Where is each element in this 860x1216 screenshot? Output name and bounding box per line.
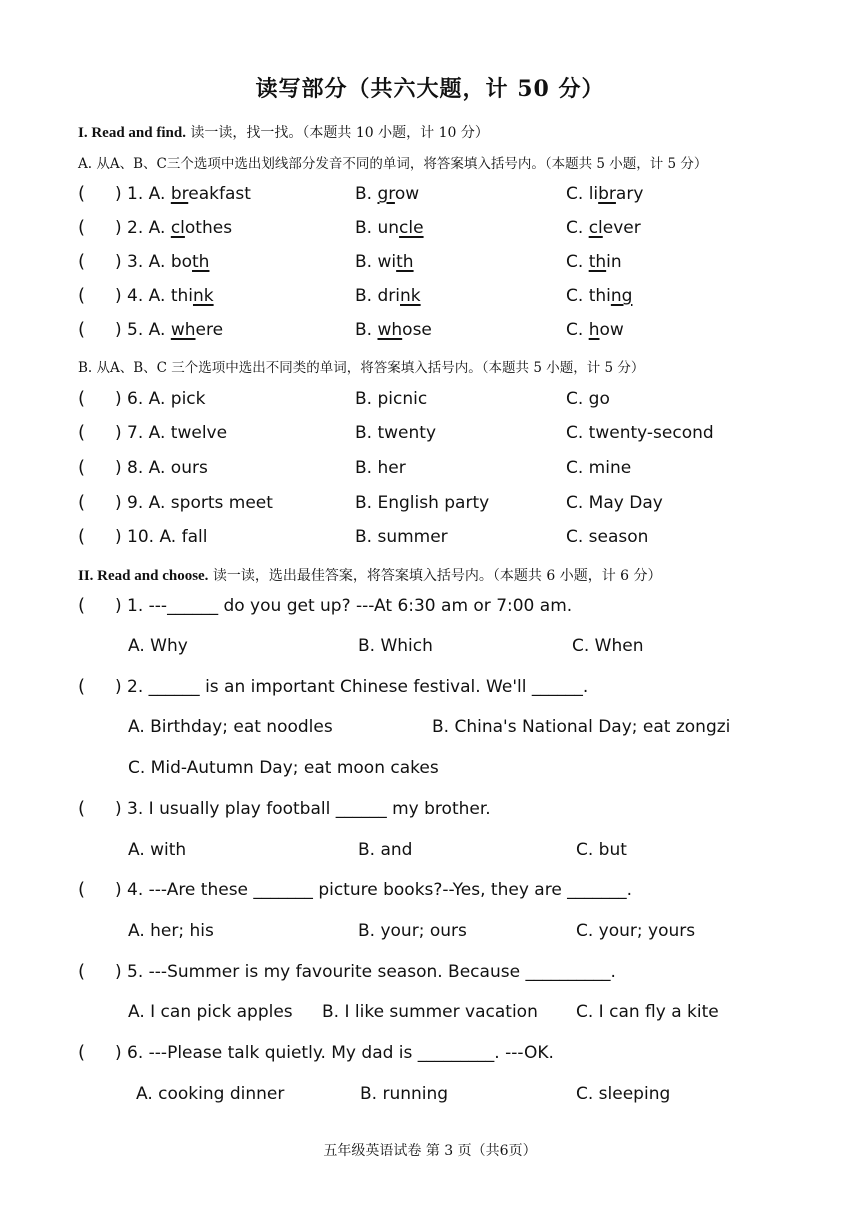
question-stem: ) 3. I usually play football ______ my brother. [115,799,491,819]
option-c: C. season [566,527,649,547]
underlined-part: th [588,252,607,272]
option-c: C. mine [566,458,632,478]
answer-paren[interactable]: ( [78,251,86,272]
answer-paren[interactable]: ( [78,676,86,697]
option-b: B. twenty [355,423,436,443]
word-part: wi [377,252,397,272]
option-b [355,218,424,238]
underlined-part: ng [610,286,633,306]
option-b [355,320,432,340]
option-a[interactable]: A. Why [128,636,188,656]
option-b[interactable]: B. China's National Day; eat zongzi [432,717,731,737]
option-letter: B. [355,252,378,272]
option-c [566,218,641,238]
question-number: ) 5. A. [115,320,171,340]
question-number: ) 3. A. [115,252,171,272]
question-stem: ) 8. A. ours [115,458,208,478]
option-b[interactable]: B. Which [358,636,433,656]
option-letter: C. [566,218,589,238]
question-stem: ) 4. ---Are these _______ picture books?--Yes, they are _______. [115,880,633,900]
answer-paren[interactable]: ( [78,422,86,443]
underlined-part: cle [399,218,424,238]
option-a[interactable]: A. her; his [128,921,214,941]
answer-paren[interactable]: ( [78,217,86,238]
question-stem: ) 1. ---______ do you get up? ---At 6:30 am or 7:00 am. [115,596,573,616]
word-part: othes [184,218,233,238]
word-part: ever [602,218,641,238]
option-c: C. twenty-second [566,423,714,443]
word-part: in [606,252,622,272]
answer-paren[interactable]: ( [78,879,86,900]
option-b: B. English party [355,493,490,513]
underlined-part: cl [170,218,185,238]
option-letter: C. [566,184,589,204]
option-letter: B. [355,320,378,340]
option-b [355,252,414,272]
answer-paren[interactable]: ( [78,183,86,204]
underlined-part: wh [170,320,196,340]
question-stem [115,184,251,204]
word-part: bo [170,252,193,272]
option-c[interactable]: C. your; yours [576,921,696,941]
option-c [566,286,632,306]
section2-heading-en: II. Read and choose. [78,568,209,584]
question-stem: ) 7. A. twelve [115,423,228,443]
option-c [566,184,643,204]
word-part: ere [195,320,224,340]
word-part: thi [170,286,193,306]
option-b[interactable]: B. I like summer vacation [322,1002,538,1022]
section1-heading [78,122,489,142]
word-part: dri [377,286,400,306]
option-c [566,252,622,272]
answer-paren[interactable]: ( [78,798,86,819]
option-c: C. go [566,389,610,409]
underlined-part: h [588,320,600,340]
answer-paren[interactable]: ( [78,961,86,982]
question-stem: ) 6. ---Please talk quietly. My dad is _________. ---OK. [115,1043,554,1063]
word-part: ose [402,320,432,340]
word-part: ow [394,184,420,204]
word-part: ow [599,320,624,340]
section1-heading-en: I. Read and find. [78,125,186,141]
option-c[interactable]: C. sleeping [576,1084,671,1104]
option-a[interactable]: A. with [128,840,187,860]
option-letter: B. [355,286,378,306]
underlined-part: th [192,252,210,272]
underlined-part: nk [400,286,421,306]
question-number: ) 1. A. [115,184,171,204]
question-stem [115,218,232,238]
option-b [355,184,419,204]
option-c [566,320,624,340]
answer-paren[interactable]: ( [78,526,86,547]
underlined-part: cl [588,218,603,238]
word-part: eakfast [188,184,251,204]
option-c[interactable]: C. but [576,840,627,860]
question-stem [115,252,209,272]
word-part: li [588,184,599,204]
question-stem: ) 5. ---Summer is my favourite season. Because __________. [115,962,616,982]
section1-part-b-instruction: B. 从A、B、C 三个选项中选出不同类的单词，将答案填入括号内。（本题共 5 小题，计 5 分） [78,360,645,376]
option-b: B. picnic [355,389,428,409]
option-a[interactable]: A. I can pick apples [128,1002,293,1022]
answer-paren[interactable]: ( [78,388,86,409]
answer-paren[interactable]: ( [78,595,86,616]
option-b: B. summer [355,527,448,547]
underlined-part: br [170,184,189,204]
page-footer: 五年级英语试卷 第 3 页（共6页） [323,1143,537,1159]
underlined-part: gr [377,184,395,204]
option-b [355,286,421,306]
answer-paren[interactable]: ( [78,492,86,513]
word-part: ary [615,184,644,204]
option-b: B. her [355,458,406,478]
option-c: C. May Day [566,493,663,513]
page-title: 读写部分（共六大题，计 50 分） [255,76,605,102]
section2-heading-cn: 读一读，选出最佳答案，将答案填入括号内。（本题共 6 小题，计 6 分） [212,568,662,584]
word-part: un [377,218,400,238]
question-stem [115,320,223,340]
underlined-part: nk [192,286,214,306]
option-b[interactable]: B. running [360,1084,449,1104]
section1-heading-cn: 读一读，找一找。（本题共 10 小题，计 10 分） [190,125,489,141]
question-stem: ) 10. A. fall [115,527,208,547]
section2-heading [78,565,662,585]
question-number: ) 2. A. [115,218,171,238]
option-letter: C. [566,320,589,340]
option-c[interactable]: C. I can fly a kite [576,1002,719,1022]
option-a[interactable]: A. Birthday; eat noodles [128,717,333,737]
question-stem [115,286,214,306]
question-stem: ) 6. A. pick [115,389,206,409]
underlined-part: th [396,252,414,272]
underlined-part: wh [377,320,403,340]
option-b[interactable]: B. and [358,840,413,860]
option-letter: B. [355,218,378,238]
option-letter: C. [566,286,589,306]
option-c[interactable]: C. Mid-Autumn Day; eat moon cakes [128,758,439,778]
question-number: ) 4. A. [115,286,171,306]
answer-paren[interactable]: ( [78,285,86,306]
option-letter: C. [566,252,589,272]
option-c[interactable]: C. When [572,636,644,656]
question-stem: ) 9. A. sports meet [115,493,273,513]
answer-paren[interactable]: ( [78,457,86,478]
answer-paren[interactable]: ( [78,1042,86,1063]
underlined-part: br [598,184,616,204]
option-a[interactable]: A. cooking dinner [136,1084,285,1104]
section1-part-a-instruction: A. 从A、B、C三个选项中选出划线部分发音不同的单词，将答案填入括号内。（本题共 5 小题，计 5 分） [78,156,708,172]
answer-paren[interactable]: ( [78,319,86,340]
option-b[interactable]: B. your; ours [358,921,467,941]
option-letter: B. [355,184,378,204]
word-part: thi [588,286,611,306]
question-stem: ) 2. ______ is an important Chinese festival. We'll ______. [115,677,589,697]
